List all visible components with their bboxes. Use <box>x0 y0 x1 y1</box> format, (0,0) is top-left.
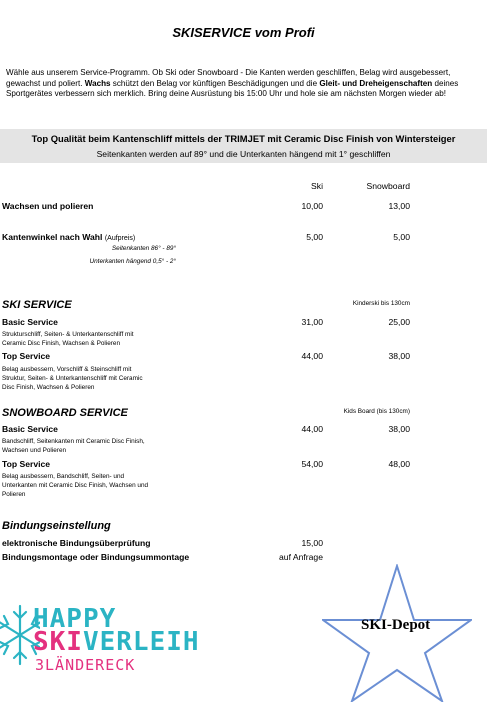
kantenwinkel-price-snowboard: 5,00 <box>393 232 410 242</box>
snowboard-basic-label: Basic Service <box>2 424 58 434</box>
ski-basic-price: 31,00 <box>301 317 323 327</box>
intro-paragraph: Wähle aus unserem Service-Programm. Ob Ski oder Snowboard - Die Kanten werden geschliffen, Belag wird ausgebessert, gewachst und poliert. Wachs schützt den Belag vor künftigen Beschädigungen und die Gleit- und Dreheigenschaften deines Sportgerätes verbessern sich merklich. Bring deine Ausrüstung bis 15:00 Uhr und hole sie am nächsten Morgen wieder ab! <box>6 68 459 99</box>
kids-board-note: Kids Board (bis 130cm) <box>343 408 410 415</box>
snowboard-top-description: Belag ausbessern, Bandschliff, Seiten- und Unterkanten mit Ceramic Disc Finish, Wachsen und Polieren <box>2 473 149 498</box>
ski-top-label: Top Service <box>2 351 51 361</box>
ski-top-description: Belag ausbessern, Vorschliff & Steinschliff mit Struktur, Seiten- & Unterkantenschliff mit Ceramic Disc Finish, Wachsen & Polieren <box>2 366 143 391</box>
snowboard-top-price: 54,00 <box>301 459 323 469</box>
snowboard-basic-description: Bandschliff, Seitenkanten mit Ceramic Disc Finish, Wachsen und Polieren <box>2 438 145 454</box>
column-header-ski: Ski <box>311 181 323 191</box>
ski-top-price-kids: 38,00 <box>388 351 410 361</box>
logo-skiverleih-text: SKIVERLEIH <box>33 627 200 657</box>
ski-basic-price-kids: 25,00 <box>388 317 410 327</box>
snowboard-service-heading: SNOWBOARD SERVICE <box>2 407 128 419</box>
quality-banner-subtitle: Seitenkanten werden auf 89° und die Unterkanten hängend mit 1° geschliffen <box>96 149 391 159</box>
wachsen-label: Wachsen und polieren <box>2 201 94 211</box>
ski-depot-badge-label: SKI-Depot <box>361 617 431 633</box>
column-header-snowboard: Snowboard <box>366 181 410 191</box>
quality-banner-heading: Top Qualität beim Kantenschliff mittels der TRIMJET mit Ceramic Disc Finish von Wintersteiger <box>31 133 456 144</box>
ski-basic-label: Basic Service <box>2 317 58 327</box>
unterkanten-note: Unterkanten hängend 0,5° - 2° <box>89 258 176 265</box>
snowboard-basic-price: 44,00 <box>301 424 323 434</box>
ski-service-heading: SKI SERVICE <box>2 299 72 311</box>
bindung-check-label: elektronische Bindungsüberprüfung <box>2 538 151 548</box>
wachsen-price-ski: 10,00 <box>301 201 323 211</box>
ski-top-price: 44,00 <box>301 351 323 361</box>
page-title: SKISERVICE vom Profi <box>172 25 315 40</box>
kinderski-note: Kinderski bis 130cm <box>352 300 410 307</box>
bindung-montage-price: auf Anfrage <box>279 552 323 562</box>
logo-happy-text: HAPPY <box>33 604 117 634</box>
ski-basic-description: Strukturschliff, Seiten- & Unterkantenschliff mit Ceramic Disc Finish, Wachsen & Polieren <box>2 331 134 347</box>
logo-subtitle: 3LÄNDERECK <box>35 656 136 674</box>
bindung-check-price: 15,00 <box>301 538 323 548</box>
snowboard-top-price-kids: 48,00 <box>388 459 410 469</box>
snowboard-top-label: Top Service <box>2 459 51 469</box>
kantenwinkel-label: Kantenwinkel nach Wahl (Aufpreis) <box>2 232 136 242</box>
bindung-montage-label: Bindungsmontage oder Bindungsummontage <box>2 552 190 562</box>
kantenwinkel-price-ski: 5,00 <box>306 232 323 242</box>
bindung-heading: Bindungseinstellung <box>2 520 111 532</box>
seitenkanten-note: Seitenkanten 86° - 89° <box>111 245 176 252</box>
snowboard-basic-price-kids: 38,00 <box>388 424 410 434</box>
wachsen-price-snowboard: 13,00 <box>388 201 410 211</box>
